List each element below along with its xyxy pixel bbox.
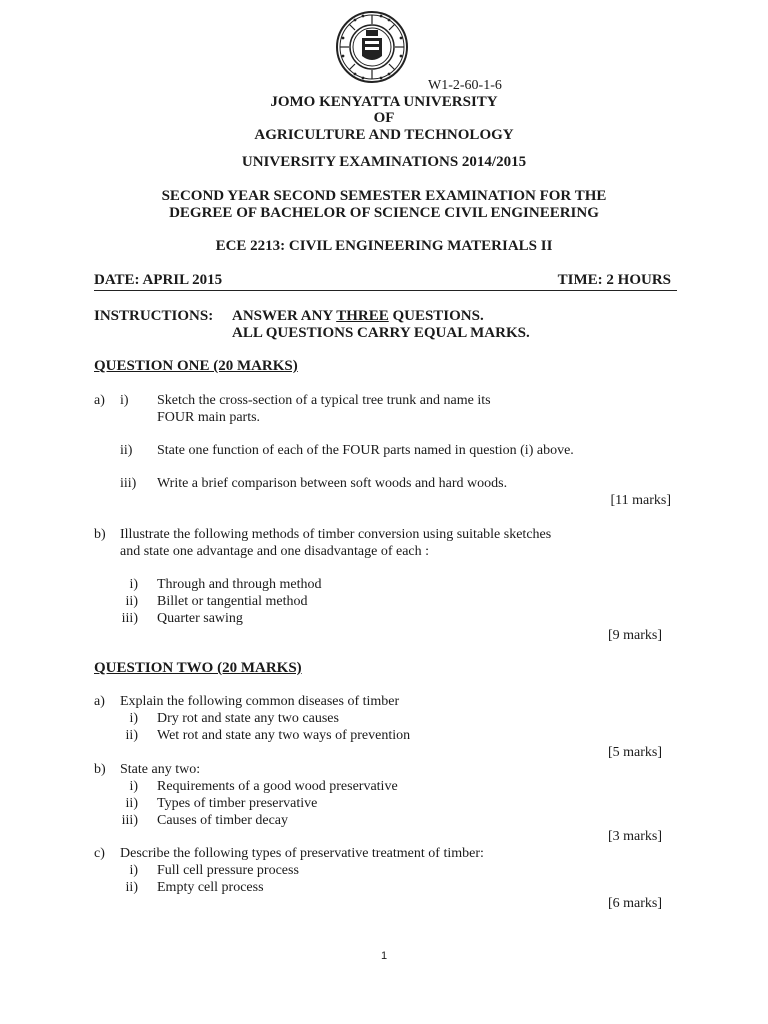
q1-b-iii-text: Quarter sawing [157, 611, 243, 626]
instructions-line2: ALL QUESTIONS CARRY EQUAL MARKS. [232, 325, 530, 341]
q1-b-line1: Illustrate the following methods of timber conversion using suitable sketches [120, 527, 552, 542]
q2-b-i: i) [129, 779, 138, 794]
q1-b-line2: and state one advantage and one disadvantage of each : [120, 544, 430, 559]
q1-a-ii-num: ii) [120, 443, 133, 458]
q2-a-marks: [5 marks] [607, 745, 662, 760]
q2-b-text: State any two: [120, 762, 201, 777]
page-number: 1 [380, 950, 388, 962]
q2-a-label: a) [94, 694, 105, 709]
header-divider [94, 290, 677, 291]
q1-b-i: i) [129, 577, 138, 592]
exam-date: DATE: APRIL 2015 [94, 272, 223, 288]
q1-b-iii: iii) [121, 611, 138, 626]
q2-c-ii-text: Empty cell process [157, 880, 264, 895]
q2-a-ii-text: Wet rot and state any two ways of prevention [157, 728, 411, 743]
degree-line2: DEGREE OF BACHELOR OF SCIENCE CIVIL ENGINEERING [169, 205, 599, 221]
q2-b-label: b) [94, 762, 106, 777]
instructions-line1: ANSWER ANY THREE QUESTIONS. [232, 308, 484, 324]
q1-a-iii-num: iii) [120, 476, 137, 491]
q2-c-marks: [6 marks] [607, 896, 662, 911]
q2-a-i-text: Dry rot and state any two causes [157, 711, 339, 726]
q2-b-i-text: Requirements of a good wood preservative [157, 779, 398, 794]
q2-a-i: i) [129, 711, 138, 726]
university-name-line2: OF [373, 110, 395, 126]
q1-a-marks: [11 marks] [610, 493, 671, 508]
q2-b-iii-text: Causes of timber decay [157, 813, 289, 828]
university-name-line3: AGRICULTURE AND TECHNOLOGY [254, 127, 514, 143]
question-one-title: QUESTION ONE (20 MARKS) [94, 358, 298, 374]
q2-c-ii: ii) [125, 880, 138, 895]
course-title: ECE 2213: CIVIL ENGINEERING MATERIALS II [215, 238, 553, 254]
q1-a-ii-text: State one function of each of the FOUR parts named in question (i) above. [157, 443, 574, 458]
instructions-label: INSTRUCTIONS: [94, 308, 214, 324]
q1-a-i-num: i) [120, 393, 129, 408]
q2-c-label: c) [94, 846, 105, 861]
q2-b-marks: [3 marks] [607, 829, 662, 844]
question-two-title: QUESTION TWO (20 MARKS) [94, 660, 302, 676]
q1-b-ii: ii) [125, 594, 138, 609]
q1-a-i-line1: Sketch the cross-section of a typical tree trunk and name its [157, 393, 491, 408]
q2-c-text: Describe the following types of preservative treatment of timber: [120, 846, 484, 861]
q2-a-text: Explain the following common diseases of timber [120, 694, 400, 709]
q2-b-ii-text: Types of timber preservative [157, 796, 318, 811]
q1-b-ii-text: Billet or tangential method [157, 594, 308, 609]
exam-title: UNIVERSITY EXAMINATIONS 2014/2015 [241, 154, 527, 170]
university-seal-icon [335, 10, 409, 84]
q2-b-ii: ii) [125, 796, 138, 811]
q2-c-i-text: Full cell pressure process [157, 863, 299, 878]
q2-a-ii: ii) [125, 728, 138, 743]
q1-a-label: a) [94, 393, 105, 408]
q1-a-iii-text: Write a brief comparison between soft woods and hard woods. [157, 476, 508, 491]
exam-time: TIME: 2 HOURS [557, 272, 671, 288]
q1-b-label: b) [94, 527, 106, 542]
q1-b-marks: [9 marks] [607, 628, 662, 643]
university-name-line1: JOMO KENYATTA UNIVERSITY [270, 94, 498, 110]
q1-a-i-line2: FOUR main parts. [157, 410, 261, 425]
q2-c-i: i) [129, 863, 138, 878]
q1-b-i-text: Through and through method [157, 577, 322, 592]
degree-line1: SECOND YEAR SECOND SEMESTER EXAMINATION FOR THE [161, 188, 607, 204]
q2-b-iii: iii) [121, 813, 138, 828]
paper-code: W1-2-60-1-6 [428, 78, 502, 93]
